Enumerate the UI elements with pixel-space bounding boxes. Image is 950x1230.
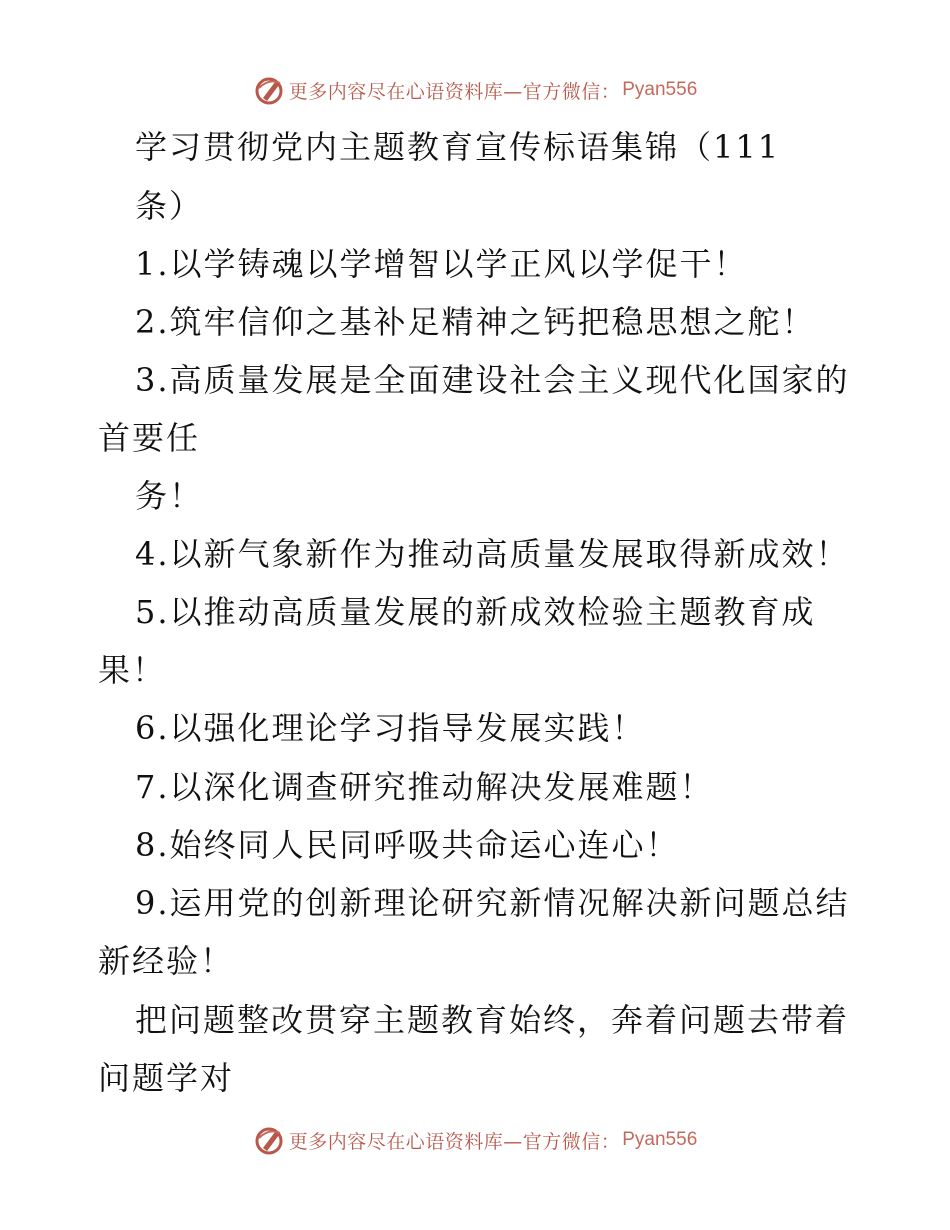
slogan-line: 6.以强化理论学习指导发展实践！ [135,709,646,747]
watermark-banner-bottom [0,1120,950,1160]
slogan-line: 果！ [98,651,167,689]
slogan-line: 3.高质量发展是全面建设社会主义现代化国家的 [135,361,850,399]
slogan-line: 1.以学铸魂以学增智以学正风以学促干！ [135,245,748,283]
slogan-line: 问题学对 [98,1059,235,1097]
slogan-line: 2.筑牢信仰之基补足精神之钙把稳思想之舵！ [135,303,816,341]
watermark-wechat-id: Pyan556 [622,79,698,100]
slogan-line: 4.以新气象新作为推动高质量发展取得新成效！ [135,535,850,573]
slogan-line: 务！ [135,477,204,515]
watermark-wechat-id: Pyan556 [622,1129,698,1150]
slogan-line: 首要任 [98,419,201,457]
slogan-line: 新经验！ [98,942,235,980]
slogan-line: 9.运用党的创新理论研究新情况解决新问题总结 [135,884,850,922]
slogan-line: 8.始终同人民同呼吸共命运心连心！ [135,826,680,864]
watermark-text: 更多内容尽在心语资料库—官方微信： [288,80,621,103]
slogan-line: 把问题整改贯穿主题教育始终，奔着问题去带着 [135,1001,850,1039]
pen-in-circle-logo-icon [253,1124,285,1156]
document-title-line-1: 学习贯彻党内主题教育宣传标语集锦（111 [135,128,781,166]
slogan-line: 5.以推动高质量发展的新成效检验主题教育成 [135,593,816,631]
watermark-text: 更多内容尽在心语资料库—官方微信： [288,1130,621,1153]
slogan-line: 7.以深化调查研究推动解决发展难题！ [135,768,714,806]
document-title-line-2: 条） [135,187,204,225]
